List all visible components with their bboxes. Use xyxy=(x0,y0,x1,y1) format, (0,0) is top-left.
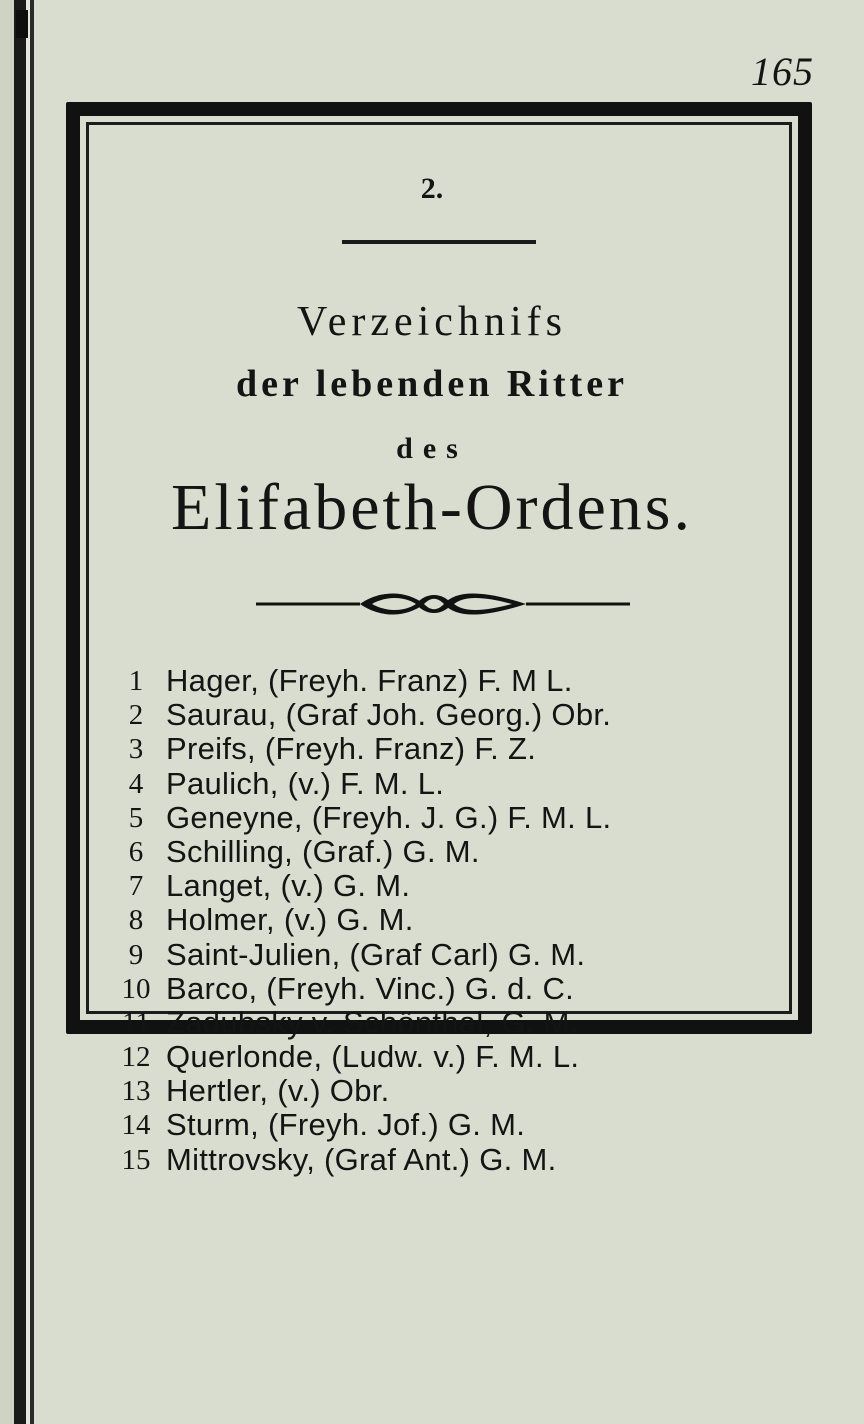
list-item-number: 12 xyxy=(121,1041,151,1074)
list-item-text: Mittrovsky, (Graf Ant.) G. M. xyxy=(166,1141,557,1177)
list-item-text: Paulich, (v.) F. M. L. xyxy=(166,765,445,801)
list-item-text: Hertler, (v.) Obr. xyxy=(166,1073,390,1109)
list-item-number: 10 xyxy=(121,972,151,1005)
title-line-verzeichnis: Verzeichnifs xyxy=(297,299,567,345)
list-item-number: 11 xyxy=(122,1006,150,1039)
title-line-lebenden-ritter: der lebenden Ritter xyxy=(236,363,628,405)
section-divider-rule xyxy=(342,240,536,244)
list-item-text: Saint-Julien, (Graf Carl) G. M. xyxy=(166,936,586,972)
title-line-des: des xyxy=(396,432,468,465)
list-item-text: Langet, (v.) G. M. xyxy=(166,868,411,904)
list-item-number: 15 xyxy=(121,1143,151,1176)
list-item xyxy=(106,1108,806,1142)
list-item xyxy=(106,835,806,869)
list-item-text: Querlonde, (Ludw. v.) F. M. L. xyxy=(166,1039,580,1075)
list-item-number: 13 xyxy=(121,1075,151,1108)
page-number: 165 xyxy=(751,49,814,94)
list-item xyxy=(106,1074,806,1108)
list-item xyxy=(106,664,806,698)
list-item-number: 9 xyxy=(128,938,144,971)
list-item-number: 7 xyxy=(128,870,144,903)
list-item xyxy=(106,1006,806,1040)
knights-list xyxy=(106,664,806,1177)
list-item-text: Geneyne, (Freyh. J. G.) F. M. L. xyxy=(166,799,612,835)
list-item-number: 6 xyxy=(128,835,144,868)
list-item xyxy=(106,801,806,835)
list-item xyxy=(106,938,806,972)
list-item-text: Sturm, (Freyh. Jof.) G. M. xyxy=(166,1107,526,1143)
list-item-number: 14 xyxy=(121,1109,151,1142)
list-item-text: Barco, (Freyh. Vinc.) G. d. C. xyxy=(166,970,575,1006)
list-item-text: Schilling, (Graf.) G. M. xyxy=(166,833,480,869)
list-item xyxy=(106,1040,806,1074)
list-item xyxy=(106,732,806,766)
list-item-text: Saurau, (Graf Joh. Georg.) Obr. xyxy=(166,697,612,733)
list-item-number: 4 xyxy=(128,767,144,800)
spine-mark xyxy=(16,10,28,38)
title-line-order-name: Elifabeth-Ordens. xyxy=(171,471,693,544)
list-item-number: 8 xyxy=(128,904,144,937)
list-item xyxy=(106,698,806,732)
list-item-number: 2 xyxy=(128,699,144,732)
list-item xyxy=(106,1143,806,1177)
list-item xyxy=(106,972,806,1006)
section-number: 2. xyxy=(420,172,444,205)
list-item-text: Zadubsky v. Schönthal, G. M. xyxy=(166,1004,579,1040)
list-item-text: Holmer, (v.) G. M. xyxy=(166,902,414,938)
book-spine-edge xyxy=(0,0,42,1424)
ornamental-divider-icon xyxy=(256,586,630,622)
list-item xyxy=(106,767,806,801)
list-item-number: 1 xyxy=(128,665,144,697)
list-item-text: Preifs, (Freyh. Franz) F. Z. xyxy=(166,731,537,767)
list-item xyxy=(106,869,806,903)
list-item-number: 3 xyxy=(128,733,144,766)
list-item xyxy=(106,903,806,937)
list-item-number: 5 xyxy=(128,801,144,834)
list-item-text: Hager, (Freyh. Franz) F. M L. xyxy=(166,663,573,698)
